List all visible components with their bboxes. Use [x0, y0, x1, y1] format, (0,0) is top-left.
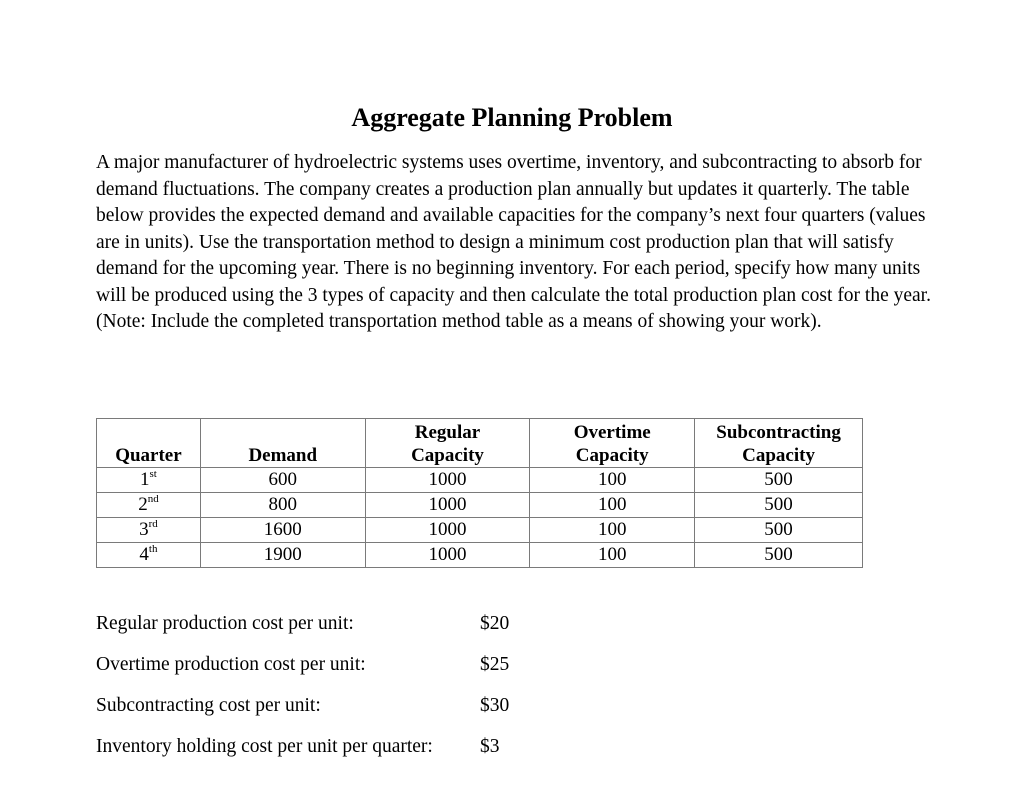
- cost-value: $30: [480, 695, 510, 716]
- table-row: [97, 518, 863, 543]
- cell-quarter: [97, 518, 201, 543]
- header-subcontracting-capacity: [695, 419, 863, 468]
- cell-demand: 600: [200, 468, 365, 493]
- table-header-row: [97, 419, 863, 468]
- cell-subcontracting: 500: [695, 493, 863, 518]
- cell-demand: 1900: [200, 543, 365, 568]
- quarter-number: 3: [139, 519, 149, 540]
- cell-regular: 1000: [365, 518, 530, 543]
- header-overtime-capacity: [530, 419, 695, 468]
- quarter-suffix: th: [148, 542, 158, 555]
- cell-quarter: [97, 493, 201, 518]
- cell-regular: 1000: [365, 493, 530, 518]
- page-title: Aggregate Planning Problem: [351, 103, 673, 132]
- quarter-number: 1: [140, 469, 150, 490]
- cell-overtime: 100: [530, 543, 695, 568]
- header-regular-line2: Capacity: [411, 445, 484, 466]
- quarter-number: 4: [139, 544, 149, 565]
- quarter-suffix: nd: [147, 492, 159, 505]
- cost-value: $20: [480, 613, 510, 634]
- quarter-suffix: st: [149, 467, 157, 480]
- header-regular-capacity: [365, 419, 530, 468]
- header-subcontracting-line2: Capacity: [742, 445, 815, 466]
- header-quarter-label: Quarter: [115, 445, 182, 466]
- cost-label: Regular production cost per unit:: [96, 613, 354, 634]
- header-quarter: [97, 419, 201, 468]
- header-demand-label: Demand: [248, 445, 318, 466]
- table-row: [97, 468, 863, 493]
- intro-paragraph: A major manufacturer of hydroelectric systems uses overtime, inventory, and subcontracting to absorb for demand fluctuations. The company creates a production plan annually but updates it quarterly. The table below provides the expected demand and available capacities for the company’s next four quarters (values are in units). Use the transportation method to design a minimum cost production plan that will satisfy demand for the upcoming year. There is no beginning inventory. For each period, specify how many units will be produced using the 3 types of capacity and then calculate the total production plan cost for the year. (Note: Include the completed transportation method table as a means of showing your work).: [96, 152, 931, 332]
- header-overtime-line1: Overtime: [573, 422, 651, 443]
- quarter-suffix: rd: [148, 517, 158, 530]
- cost-value: $3: [480, 736, 500, 757]
- cell-demand: 1600: [200, 518, 365, 543]
- cell-overtime: 100: [530, 468, 695, 493]
- header-regular-line1: Regular: [414, 422, 481, 443]
- header-overtime-line2: Capacity: [575, 445, 649, 466]
- cell-overtime: 100: [530, 493, 695, 518]
- cell-regular: 1000: [365, 468, 530, 493]
- header-demand: [200, 419, 365, 468]
- cell-subcontracting: 500: [695, 518, 863, 543]
- capacity-table: [96, 418, 863, 568]
- cost-value: $25: [480, 654, 510, 675]
- cell-regular: 1000: [365, 543, 530, 568]
- cost-label: Inventory holding cost per unit per quarter:: [96, 736, 433, 757]
- quarter-number: 2: [138, 494, 148, 515]
- header-subcontracting-line1: Subcontracting: [716, 422, 841, 443]
- cell-quarter: [97, 468, 201, 493]
- table-row: [97, 493, 863, 518]
- cell-overtime: 100: [530, 518, 695, 543]
- cell-demand: 800: [200, 493, 365, 518]
- cell-subcontracting: 500: [695, 468, 863, 493]
- table-row: [97, 543, 863, 568]
- cost-label: Subcontracting cost per unit:: [96, 695, 321, 716]
- cell-subcontracting: 500: [695, 543, 863, 568]
- cost-label: Overtime production cost per unit:: [96, 654, 366, 675]
- problem-description: [96, 150, 936, 336]
- cell-quarter: [97, 543, 201, 568]
